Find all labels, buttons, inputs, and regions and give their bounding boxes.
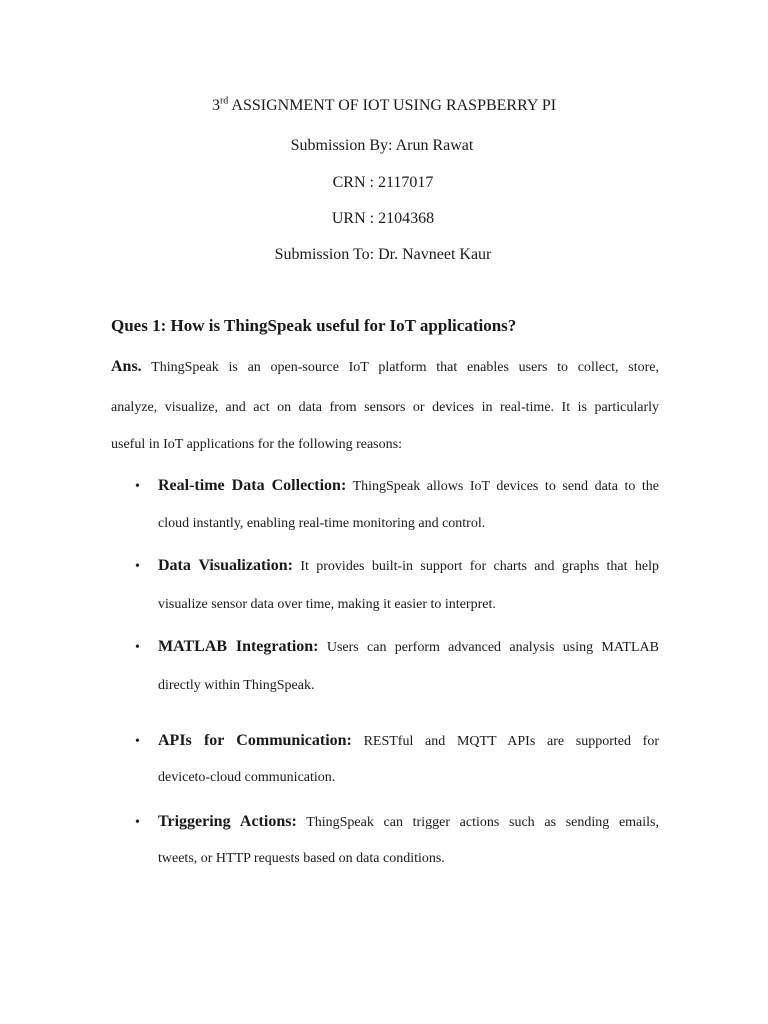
answer-line-2: analyze, visualize, and act on data from sensors or devices in real-time. It is particularly bbox=[111, 400, 659, 415]
list-item-text: RESTful and MQTT APIs are supported for bbox=[351, 734, 660, 749]
list-item-line-2: directly within ThingSpeak. bbox=[158, 678, 315, 693]
list-item-text: ThingSpeak allows IoT devices to send data to the bbox=[346, 479, 659, 494]
title-prefix: 3 bbox=[211, 97, 220, 114]
urn-line: URN : 2104368 bbox=[331, 210, 435, 227]
crn-line: CRN : 2117017 bbox=[332, 174, 434, 191]
answer-line-1 bbox=[111, 357, 659, 378]
submission-by: Submission By: Arun Rawat bbox=[290, 137, 474, 154]
list-item-line-1 bbox=[158, 637, 659, 658]
answer-line-3: useful in IoT applications for the following reasons: bbox=[111, 437, 402, 452]
list-item-heading: Real-time Data Collection: bbox=[158, 477, 347, 494]
question-heading: Ques 1: How is ThingSpeak useful for IoT applications? bbox=[111, 316, 517, 335]
bullet-marker: • bbox=[135, 734, 140, 749]
list-item-line-2: deviceto-cloud communication. bbox=[158, 770, 336, 785]
list-item-heading: MATLAB Integration: bbox=[158, 638, 319, 655]
bullet-marker: • bbox=[135, 815, 140, 830]
bullet-marker: • bbox=[135, 640, 140, 655]
list-item-line-1 bbox=[158, 812, 659, 833]
list-item-line-1 bbox=[158, 556, 659, 577]
list-item-text: It provides built-in support for charts and graphs that help bbox=[292, 559, 659, 574]
list-item-line-1 bbox=[158, 476, 659, 497]
document-title bbox=[0, 96, 768, 116]
answer-label: Ans. bbox=[111, 358, 142, 375]
submission-to: Submission To: Dr. Navneet Kaur bbox=[274, 246, 492, 263]
list-item-heading: Triggering Actions: bbox=[158, 813, 297, 830]
list-item-text: Users can perform advanced analysis using MATLAB bbox=[318, 640, 659, 655]
list-item-heading: Data Visualization: bbox=[158, 557, 293, 574]
answer-line-1-text: ThingSpeak is an open-source IoT platform that enables users to collect, store, bbox=[141, 360, 659, 375]
list-item-line-2: cloud instantly, enabling real-time monitoring and control. bbox=[158, 516, 486, 531]
bullet-marker: • bbox=[135, 559, 140, 574]
list-item-line-2: tweets, or HTTP requests based on data conditions. bbox=[158, 851, 445, 866]
list-item-line-1 bbox=[158, 731, 659, 752]
list-item-text: ThingSpeak can trigger actions such as sending emails, bbox=[296, 815, 659, 830]
list-item-heading: APIs for Communication: bbox=[158, 732, 352, 749]
bullet-marker: • bbox=[135, 479, 140, 494]
title-rest: ASSIGNMENT OF IOT USING RASPBERRY PI bbox=[228, 97, 557, 114]
list-item-line-2: visualize sensor data over time, making it easier to interpret. bbox=[158, 597, 496, 612]
title-superscript: rd bbox=[219, 95, 229, 107]
